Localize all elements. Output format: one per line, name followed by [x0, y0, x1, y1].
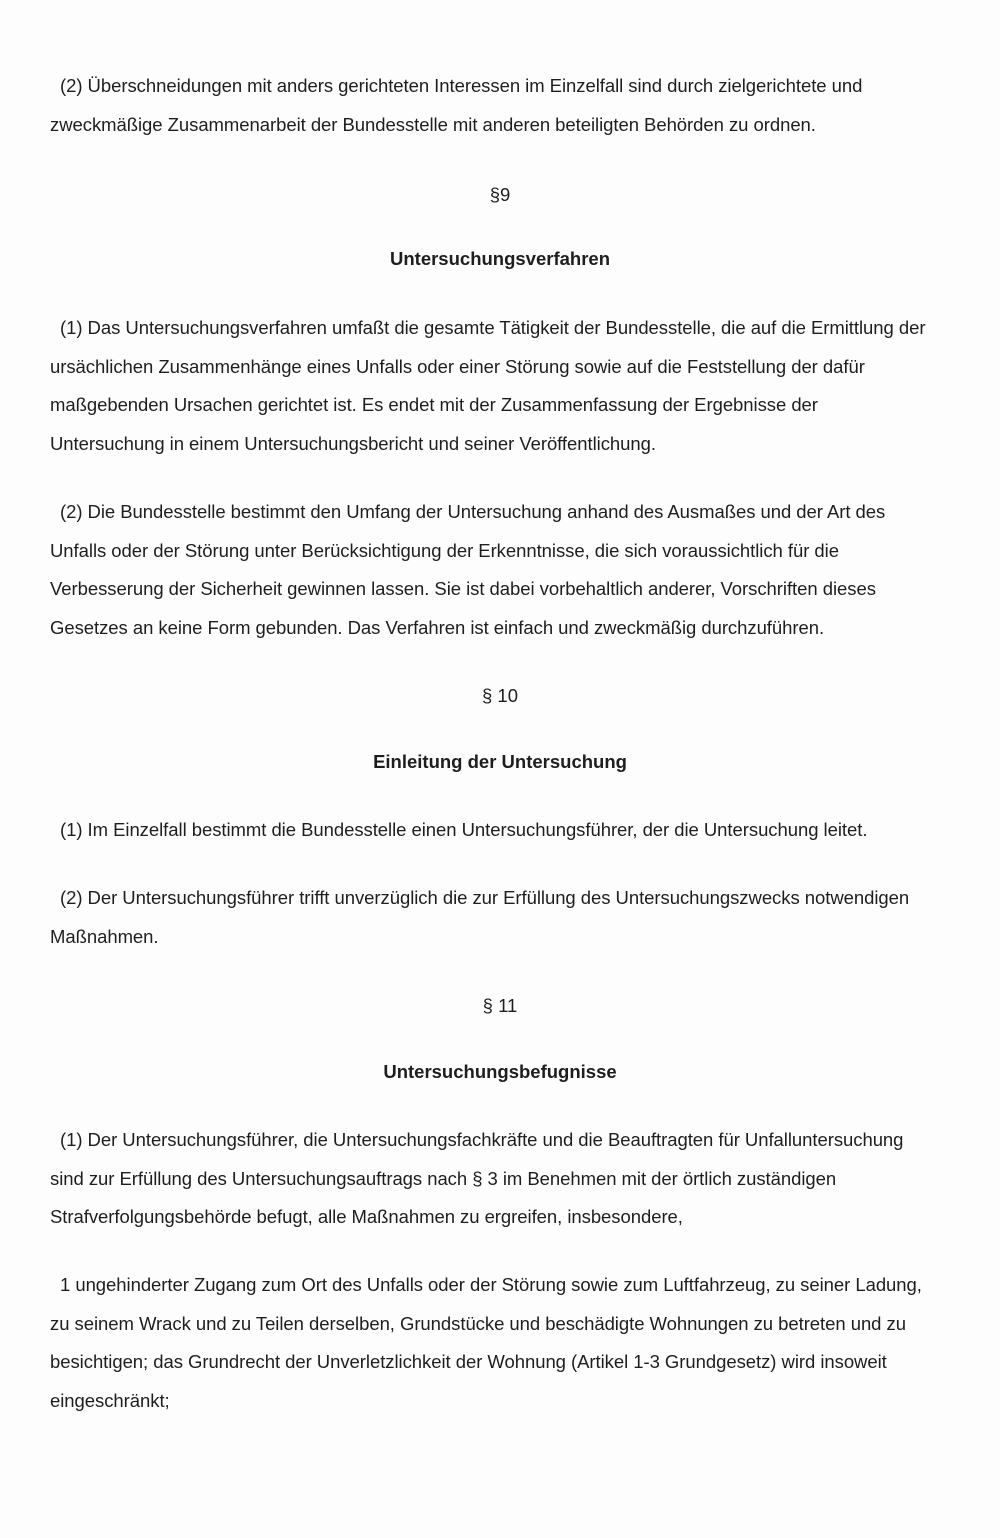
section-9-number: §9: [489, 184, 511, 205]
section-9-title: Untersuchungsverfahren: [390, 248, 610, 269]
section-10-number: § 10: [481, 685, 518, 706]
text-line: (1) Im Einzelfall bestimmt die Bundesstelle einen Untersuchungsführer, der die Untersuchung leitet.: [60, 819, 868, 840]
text-line: Maßnahmen.: [50, 925, 159, 947]
section-11-title: Untersuchungsbefugnisse: [383, 1061, 617, 1082]
text-line: Unfalls oder der Störung unter Berücksichtigung der Erkenntnisse, die sich voraussichtlich für die: [50, 539, 839, 561]
text-line: Untersuchung in einem Untersuchungsbericht und seiner Veröffentlichung.: [50, 433, 656, 455]
paragraph-10-2: [50, 879, 970, 956]
paragraph-8-2: [50, 67, 970, 144]
paragraph-10-1: [50, 811, 970, 850]
text-line: Verbesserung der Sicherheit gewinnen lassen. Sie ist dabei vorbehaltlich anderer, Vorschriften dieses: [50, 578, 876, 600]
text-line: (1) Das Untersuchungsverfahren umfaßt die gesamte Tätigkeit der Bundesstelle, die auf die Ermittlung der: [60, 317, 926, 338]
text-line: eingeschränkt;: [50, 1390, 170, 1412]
paragraph-11-1: [50, 1121, 970, 1237]
text-line: sind zur Erfüllung des Untersuchungsauftrags nach § 3 im Benehmen mit der örtlich zuständigen: [50, 1167, 837, 1189]
section-10-title: Einleitung der Untersuchung: [373, 751, 627, 772]
section-11-number: § 11: [482, 995, 518, 1016]
text-line: (2) Die Bundesstelle bestimmt den Umfang der Untersuchung anhand des Ausmaßes und der Art des: [60, 501, 886, 522]
paragraph-9-1: [50, 309, 970, 464]
text-line: zweckmäßige Zusammenarbeit der Bundesstelle mit anderen beteiligten Behörden zu ordnen.: [50, 113, 816, 135]
paragraph-11-item-1: [50, 1266, 970, 1421]
text-line: (2) Der Untersuchungsführer trifft unverzüglich die zur Erfüllung des Untersuchungszwecks notwendigen: [60, 887, 910, 908]
text-line: (2) Überschneidungen mit anders gerichteten Interessen im Einzelfall sind durch zielgerichtete und: [60, 75, 863, 96]
text-line: 1 ungehinderter Zugang zum Ort des Unfalls oder der Störung sowie zum Luftfahrzeug, zu seiner Ladung,: [60, 1274, 922, 1295]
text-line: ursächlichen Zusammenhänge eines Unfalls oder einer Störung sowie auf die Feststellung der dafür: [50, 355, 865, 377]
paragraph-9-2: [50, 493, 970, 648]
text-line: zu seinem Wrack und zu Teilen derselben, Grundstücke und beschädigte Wohnungen zu betreten und zu: [50, 1312, 906, 1334]
text-line: Gesetzes an keine Form gebunden. Das Verfahren ist einfach und zweckmäßig durchzuführen.: [50, 617, 825, 639]
text-line: Strafverfolgungsbehörde befugt, alle Maßnahmen zu ergreifen, insbesondere,: [50, 1206, 683, 1228]
text-line: maßgebenden Ursachen gerichtet ist. Es endet mit der Zusammenfassung der Ergebnisse der: [50, 394, 818, 416]
text-line: (1) Der Untersuchungsführer, die Untersuchungsfachkräfte und die Beauftragten für Unfalluntersuchung: [60, 1129, 904, 1150]
text-line: besichtigen; das Grundrecht der Unverletzlichkeit der Wohnung (Artikel 1-3 Grundgesetz) wird insoweit: [50, 1351, 887, 1373]
